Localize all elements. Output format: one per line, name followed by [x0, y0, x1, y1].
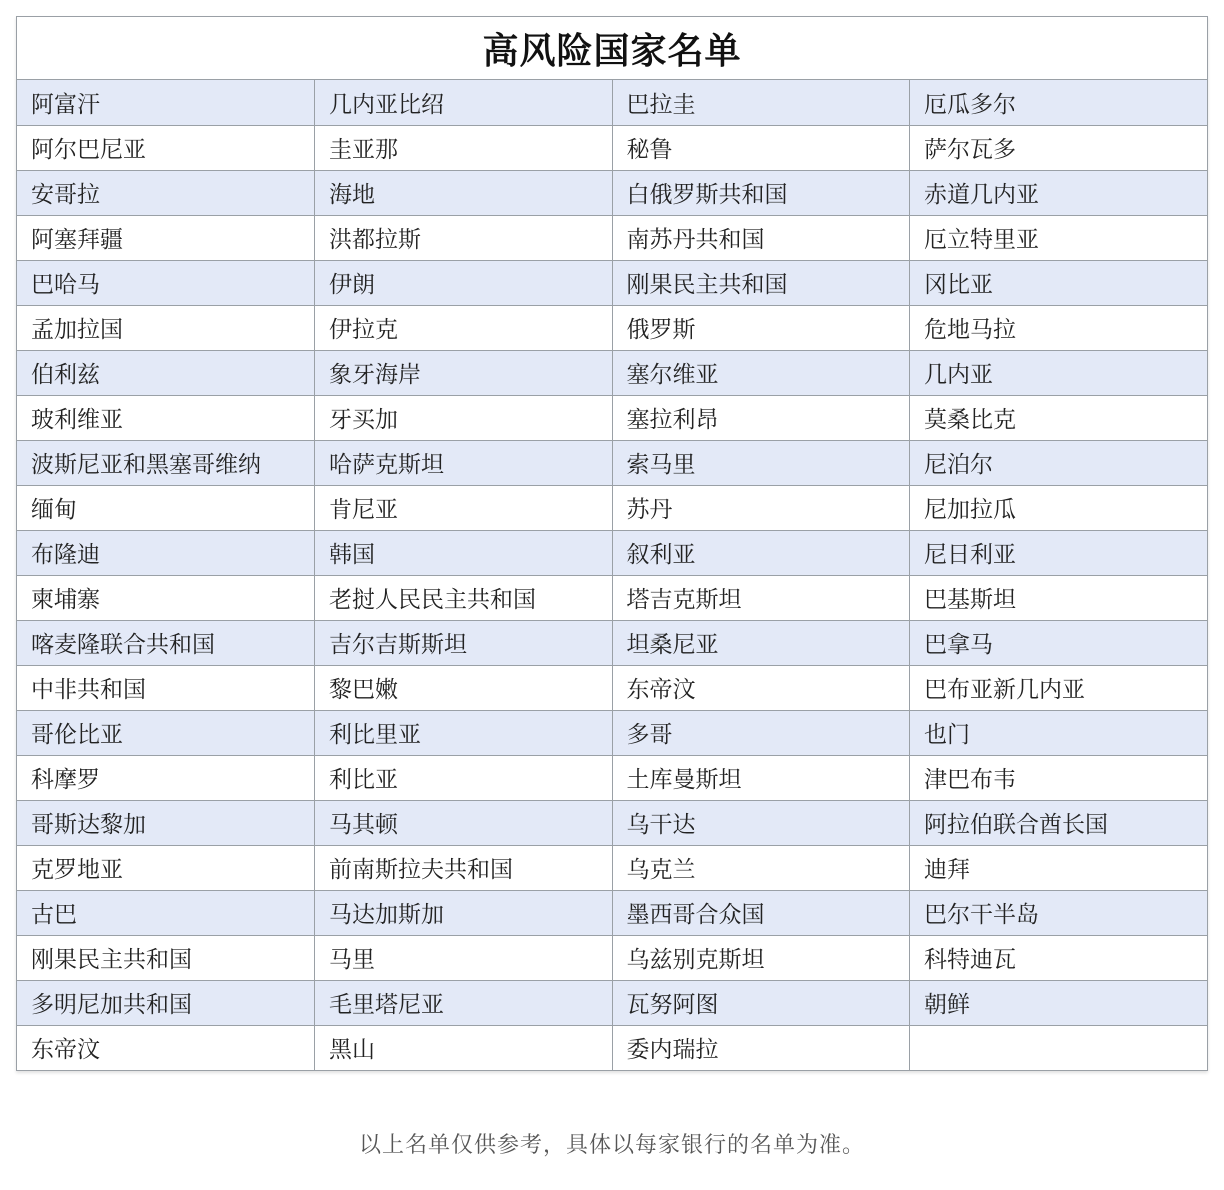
table-row — [17, 395, 1207, 440]
country-cell: 阿尔巴尼亚 — [17, 125, 315, 170]
country-cell: 多明尼加共和国 — [17, 980, 315, 1025]
country-cell: 东帝汶 — [612, 665, 910, 710]
table-row — [17, 125, 1207, 170]
country-cell: 坦桑尼亚 — [612, 620, 910, 665]
country-cell: 阿拉伯联合酋长国 — [910, 800, 1208, 845]
country-cell: 东帝汶 — [17, 1025, 315, 1070]
country-cell: 赤道几内亚 — [910, 170, 1208, 215]
country-cell: 科特迪瓦 — [910, 935, 1208, 980]
country-cell: 乌干达 — [612, 800, 910, 845]
country-cell: 几内亚比绍 — [315, 80, 613, 125]
country-cell: 马其顿 — [315, 800, 613, 845]
country-cell: 阿富汗 — [17, 80, 315, 125]
table-row — [17, 935, 1207, 980]
country-cell: 伯利兹 — [17, 350, 315, 395]
country-cell: 乌兹别克斯坦 — [612, 935, 910, 980]
country-cell: 叙利亚 — [612, 530, 910, 575]
country-cell: 委内瑞拉 — [612, 1025, 910, 1070]
country-grid-body — [17, 80, 1207, 1070]
country-cell: 刚果民主共和国 — [17, 935, 315, 980]
country-cell: 缅甸 — [17, 485, 315, 530]
country-cell: 迪拜 — [910, 845, 1208, 890]
table-row — [17, 485, 1207, 530]
country-cell: 巴哈马 — [17, 260, 315, 305]
country-cell: 巴尔干半岛 — [910, 890, 1208, 935]
country-cell: 利比亚 — [315, 755, 613, 800]
country-cell: 柬埔寨 — [17, 575, 315, 620]
country-cell: 肯尼亚 — [315, 485, 613, 530]
table-row — [17, 350, 1207, 395]
country-cell: 象牙海岸 — [315, 350, 613, 395]
table-row — [17, 305, 1207, 350]
country-cell: 马里 — [315, 935, 613, 980]
country-cell: 秘鲁 — [612, 125, 910, 170]
table-row — [17, 575, 1207, 620]
table-row — [17, 845, 1207, 890]
country-cell: 圭亚那 — [315, 125, 613, 170]
country-cell: 刚果民主共和国 — [612, 260, 910, 305]
country-cell: 南苏丹共和国 — [612, 215, 910, 260]
country-cell: 塔吉克斯坦 — [612, 575, 910, 620]
country-cell: 孟加拉国 — [17, 305, 315, 350]
country-cell: 多哥 — [612, 710, 910, 755]
country-cell: 俄罗斯 — [612, 305, 910, 350]
country-cell: 黎巴嫩 — [315, 665, 613, 710]
country-cell: 尼泊尔 — [910, 440, 1208, 485]
country-cell: 吉尔吉斯斯坦 — [315, 620, 613, 665]
table-row — [17, 755, 1207, 800]
country-cell: 塞拉利昂 — [612, 395, 910, 440]
country-cell: 哥斯达黎加 — [17, 800, 315, 845]
country-cell: 利比里亚 — [315, 710, 613, 755]
country-cell: 瓦努阿图 — [612, 980, 910, 1025]
country-cell: 中非共和国 — [17, 665, 315, 710]
table-row — [17, 1025, 1207, 1070]
table-row — [17, 80, 1207, 125]
country-cell: 古巴 — [17, 890, 315, 935]
table-row — [17, 800, 1207, 845]
country-cell: 萨尔瓦多 — [910, 125, 1208, 170]
high-risk-country-table — [16, 16, 1208, 1071]
table-row — [17, 665, 1207, 710]
country-cell: 前南斯拉夫共和国 — [315, 845, 613, 890]
country-cell: 厄瓜多尔 — [910, 80, 1208, 125]
country-cell: 安哥拉 — [17, 170, 315, 215]
country-cell: 韩国 — [315, 530, 613, 575]
country-cell: 白俄罗斯共和国 — [612, 170, 910, 215]
country-cell: 朝鲜 — [910, 980, 1208, 1025]
country-cell: 尼日利亚 — [910, 530, 1208, 575]
country-cell: 牙买加 — [315, 395, 613, 440]
table-row — [17, 890, 1207, 935]
table-row — [17, 980, 1207, 1025]
country-cell: 哥伦比亚 — [17, 710, 315, 755]
country-cell — [910, 1025, 1208, 1070]
country-cell: 克罗地亚 — [17, 845, 315, 890]
country-cell: 莫桑比克 — [910, 395, 1208, 440]
table-row — [17, 215, 1207, 260]
country-cell: 几内亚 — [910, 350, 1208, 395]
country-cell: 厄立特里亚 — [910, 215, 1208, 260]
table-row — [17, 620, 1207, 665]
country-cell: 危地马拉 — [910, 305, 1208, 350]
footnote: 以上名单仅供参考，具体以每家银行的名单为准。 — [358, 1133, 865, 1158]
country-cell: 索马里 — [612, 440, 910, 485]
table-row — [17, 260, 1207, 305]
table-row — [17, 710, 1207, 755]
country-cell: 伊拉克 — [315, 305, 613, 350]
country-cell: 巴布亚新几内亚 — [910, 665, 1208, 710]
country-cell: 洪都拉斯 — [315, 215, 613, 260]
country-cell: 巴拉圭 — [612, 80, 910, 125]
country-cell: 马达加斯加 — [315, 890, 613, 935]
country-cell: 墨西哥合众国 — [612, 890, 910, 935]
country-cell: 塞尔维亚 — [612, 350, 910, 395]
table-row — [17, 530, 1207, 575]
country-cell: 乌克兰 — [612, 845, 910, 890]
country-cell: 海地 — [315, 170, 613, 215]
table-row — [17, 170, 1207, 215]
table-title: 高风险国家名单 — [17, 17, 1207, 80]
country-cell: 巴基斯坦 — [910, 575, 1208, 620]
country-cell: 布隆迪 — [17, 530, 315, 575]
country-grid — [17, 80, 1207, 1070]
country-cell: 喀麦隆联合共和国 — [17, 620, 315, 665]
country-cell: 土库曼斯坦 — [612, 755, 910, 800]
country-cell: 津巴布韦 — [910, 755, 1208, 800]
table-row — [17, 440, 1207, 485]
country-cell: 老挝人民民主共和国 — [315, 575, 613, 620]
country-cell: 毛里塔尼亚 — [315, 980, 613, 1025]
country-cell: 尼加拉瓜 — [910, 485, 1208, 530]
country-cell: 波斯尼亚和黑塞哥维纳 — [17, 440, 315, 485]
country-cell: 玻利维亚 — [17, 395, 315, 440]
country-cell: 苏丹 — [612, 485, 910, 530]
country-cell: 哈萨克斯坦 — [315, 440, 613, 485]
country-cell: 科摩罗 — [17, 755, 315, 800]
country-cell: 也门 — [910, 710, 1208, 755]
country-cell: 阿塞拜疆 — [17, 215, 315, 260]
country-cell: 冈比亚 — [910, 260, 1208, 305]
country-cell: 黑山 — [315, 1025, 613, 1070]
country-cell: 伊朗 — [315, 260, 613, 305]
country-cell: 巴拿马 — [910, 620, 1208, 665]
